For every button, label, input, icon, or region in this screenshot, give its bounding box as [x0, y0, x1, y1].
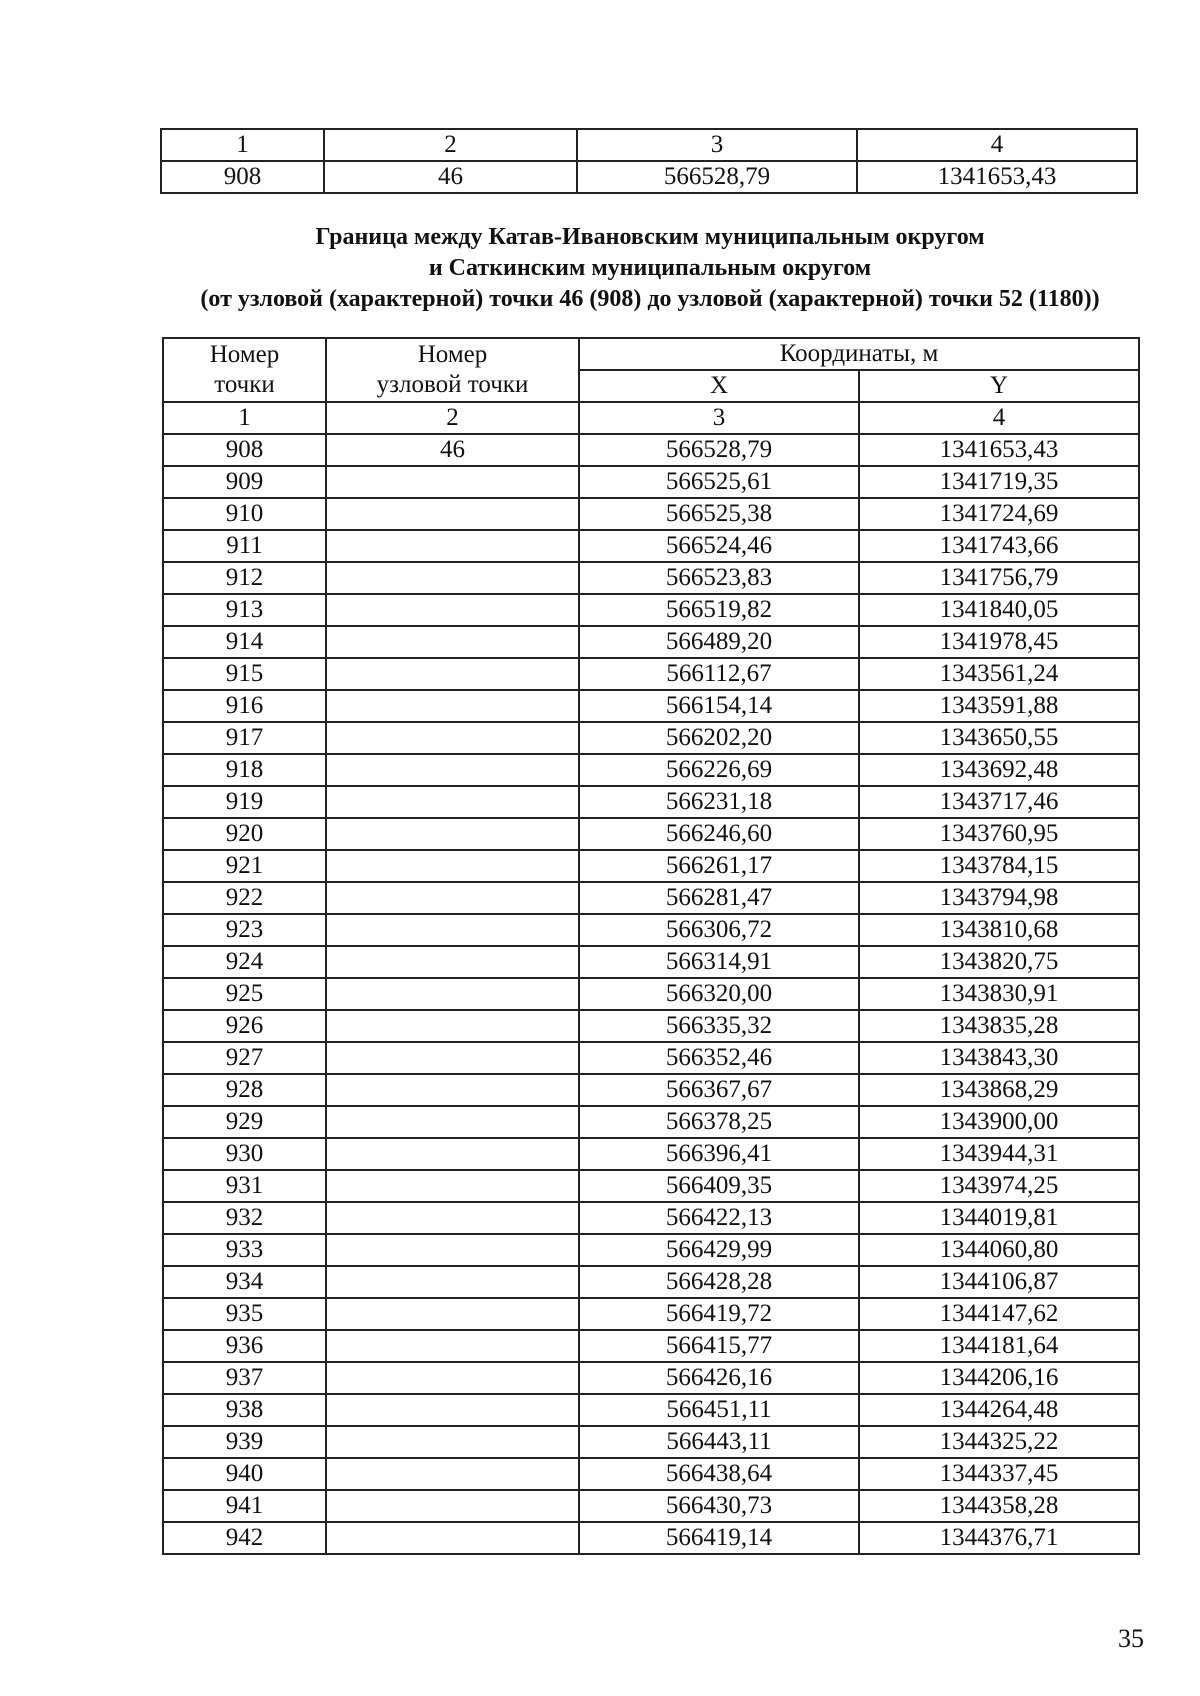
table-cell: 1343692,48 — [859, 754, 1139, 786]
table-cell: 2 — [326, 402, 579, 434]
table-cell — [326, 1234, 579, 1266]
table-cell: 1344106,87 — [859, 1266, 1139, 1298]
table-row — [163, 530, 1139, 562]
table-cell — [326, 1106, 579, 1138]
table-cell: 922 — [163, 882, 326, 914]
table-cell: 1343591,88 — [859, 690, 1139, 722]
table-cell: 1344358,28 — [859, 1490, 1139, 1522]
table-cell: 566528,79 — [577, 161, 857, 193]
header-x: X — [579, 370, 859, 402]
table-cell — [326, 882, 579, 914]
table-row — [163, 1202, 1139, 1234]
table-row — [163, 1394, 1139, 1426]
table-cell — [326, 1490, 579, 1522]
table-cell: 927 — [163, 1042, 326, 1074]
table-row — [163, 786, 1139, 818]
table-cell: 566306,72 — [579, 914, 859, 946]
table-cell — [326, 1458, 579, 1490]
table-cell: 1341978,45 — [859, 626, 1139, 658]
page-number: 35 — [1118, 1624, 1144, 1653]
table-cell: 566352,46 — [579, 1042, 859, 1074]
table-cell: 910 — [163, 498, 326, 530]
table-cell: 917 — [163, 722, 326, 754]
table-cell — [326, 594, 579, 626]
table-cell: 1341756,79 — [859, 562, 1139, 594]
table-cell — [326, 626, 579, 658]
header-text: точки — [214, 371, 275, 398]
table-cell: 566320,00 — [579, 978, 859, 1010]
table-cell — [326, 946, 579, 978]
table-row — [163, 1330, 1139, 1362]
table-cell: 1343835,28 — [859, 1010, 1139, 1042]
table-row — [163, 1426, 1139, 1458]
heading-line: и Саткинским муниципальным округом — [428, 255, 872, 281]
table-cell: 926 — [163, 1010, 326, 1042]
table-cell — [326, 1138, 579, 1170]
table-cell — [326, 722, 579, 754]
table-cell: 939 — [163, 1426, 326, 1458]
table-row — [163, 978, 1139, 1010]
table-cell: 925 — [163, 978, 326, 1010]
table-row — [163, 434, 1139, 466]
table-cell: 1341724,69 — [859, 498, 1139, 530]
table-cell: 566429,99 — [579, 1234, 859, 1266]
table-cell: 1344206,16 — [859, 1362, 1139, 1394]
table-cell: 1341653,43 — [857, 161, 1137, 193]
table-cell: 1343974,25 — [859, 1170, 1139, 1202]
table-row — [163, 914, 1139, 946]
table-cell: 1343794,98 — [859, 882, 1139, 914]
table-cell — [326, 562, 579, 594]
table-cell: 566451,11 — [579, 1394, 859, 1426]
table-cell — [326, 1426, 579, 1458]
table-cell: 566525,38 — [579, 498, 859, 530]
table-cell: 1344264,48 — [859, 1394, 1139, 1426]
header-row — [163, 338, 1139, 370]
table-cell: 2 — [324, 129, 577, 161]
table-row — [163, 466, 1139, 498]
table-cell — [326, 1298, 579, 1330]
table-cell: 566409,35 — [579, 1170, 859, 1202]
table-cell: 4 — [857, 129, 1137, 161]
table-cell: 566396,41 — [579, 1138, 859, 1170]
header-text: Номер — [417, 341, 488, 368]
table-cell: 913 — [163, 594, 326, 626]
table-row — [163, 658, 1139, 690]
table-cell — [326, 786, 579, 818]
table-cell: 1343944,31 — [859, 1138, 1139, 1170]
table-cell — [326, 658, 579, 690]
table-cell: 1343820,75 — [859, 946, 1139, 978]
table-numbering-row — [163, 402, 1139, 434]
table-cell — [326, 1042, 579, 1074]
table-cell: 566415,77 — [579, 1330, 859, 1362]
table-cell: 938 — [163, 1394, 326, 1426]
table-row — [163, 690, 1139, 722]
table-cell: 566519,82 — [579, 594, 859, 626]
table-cell: 1343561,24 — [859, 658, 1139, 690]
table-cell: 1344147,62 — [859, 1298, 1139, 1330]
table-cell: 1343760,95 — [859, 818, 1139, 850]
table-row — [163, 754, 1139, 786]
table-cell: 1343868,29 — [859, 1074, 1139, 1106]
table-cell: 1344019,81 — [859, 1202, 1139, 1234]
table-cell: 1343784,15 — [859, 850, 1139, 882]
table-cell — [326, 914, 579, 946]
table-cell — [326, 754, 579, 786]
table-row — [163, 498, 1139, 530]
table-cell — [326, 530, 579, 562]
table-cell: 931 — [163, 1170, 326, 1202]
table-cell: 566430,73 — [579, 1490, 859, 1522]
table-cell: 46 — [324, 161, 577, 193]
table-cell — [326, 850, 579, 882]
table-row — [163, 1298, 1139, 1330]
table-cell: 1341743,66 — [859, 530, 1139, 562]
table-cell — [326, 1074, 579, 1106]
table-cell: 566426,16 — [579, 1362, 859, 1394]
table-cell: 566525,61 — [579, 466, 859, 498]
table-cell: 1344325,22 — [859, 1426, 1139, 1458]
table-cell: 1341719,35 — [859, 466, 1139, 498]
table-cell: 940 — [163, 1458, 326, 1490]
table-cell: 566523,83 — [579, 562, 859, 594]
table-cell: 566231,18 — [579, 786, 859, 818]
table-cell — [326, 1266, 579, 1298]
table-row — [163, 594, 1139, 626]
table-cell: 46 — [326, 434, 579, 466]
table-cell: 566202,20 — [579, 722, 859, 754]
table-cell: 916 — [163, 690, 326, 722]
table-cell — [326, 1010, 579, 1042]
table-cell: 912 — [163, 562, 326, 594]
table-cell: 914 — [163, 626, 326, 658]
table-cell: 566226,69 — [579, 754, 859, 786]
table-cell: 930 — [163, 1138, 326, 1170]
coordinates-table — [162, 337, 1140, 1555]
table-row — [163, 946, 1139, 978]
table-cell — [326, 1522, 579, 1554]
table-cell — [326, 1330, 579, 1362]
table-numbering-row — [161, 129, 1137, 161]
table-cell: 1343717,46 — [859, 786, 1139, 818]
table-row — [163, 1170, 1139, 1202]
heading-line: (от узловой (характерной) точки 46 (908) до узловой (характерной) точки 52 (1180)) — [200, 286, 1100, 312]
table-body — [163, 434, 1139, 1554]
table-row — [163, 1074, 1139, 1106]
table-cell: 1341653,43 — [859, 434, 1139, 466]
table-cell: 1344376,71 — [859, 1522, 1139, 1554]
table-cell: 942 — [163, 1522, 326, 1554]
header-text: Номер — [209, 341, 280, 368]
table-cell: 566489,20 — [579, 626, 859, 658]
table-cell: 911 — [163, 530, 326, 562]
continuation-table — [160, 128, 1138, 194]
table-cell: 1343830,91 — [859, 978, 1139, 1010]
table-row — [163, 1042, 1139, 1074]
table-cell: 941 — [163, 1490, 326, 1522]
table-cell: 918 — [163, 754, 326, 786]
table-cell: 1344181,64 — [859, 1330, 1139, 1362]
table-cell: 4 — [859, 402, 1139, 434]
table-cell — [326, 1394, 579, 1426]
table-cell: 566246,60 — [579, 818, 859, 850]
table-row — [163, 722, 1139, 754]
table-cell: 566438,64 — [579, 1458, 859, 1490]
table-cell: 566419,72 — [579, 1298, 859, 1330]
table-row — [163, 1234, 1139, 1266]
table-row — [163, 1362, 1139, 1394]
section-heading — [140, 222, 1160, 315]
table-cell: 566378,25 — [579, 1106, 859, 1138]
table-row — [163, 818, 1139, 850]
table-cell — [326, 818, 579, 850]
table-row — [163, 562, 1139, 594]
table-cell — [326, 1362, 579, 1394]
table-cell: 566367,67 — [579, 1074, 859, 1106]
table-cell: 932 — [163, 1202, 326, 1234]
table-cell: 566428,28 — [579, 1266, 859, 1298]
table-cell: 929 — [163, 1106, 326, 1138]
table-row — [163, 1106, 1139, 1138]
table-cell: 3 — [577, 129, 857, 161]
table-cell — [326, 1202, 579, 1234]
table-row — [163, 1010, 1139, 1042]
table-row — [161, 161, 1137, 193]
table-row — [163, 882, 1139, 914]
table-cell: 566524,46 — [579, 530, 859, 562]
table-cell: 1343900,00 — [859, 1106, 1139, 1138]
table-cell: 566335,32 — [579, 1010, 859, 1042]
table-cell: 909 — [163, 466, 326, 498]
table-cell: 1344337,45 — [859, 1458, 1139, 1490]
table-cell: 566419,14 — [579, 1522, 859, 1554]
table-cell: 936 — [163, 1330, 326, 1362]
header-text: узловой точки — [376, 371, 529, 398]
table-cell: 915 — [163, 658, 326, 690]
table-cell: 1 — [161, 129, 324, 161]
table-cell: 566422,13 — [579, 1202, 859, 1234]
table-cell: 566528,79 — [579, 434, 859, 466]
table-cell — [326, 690, 579, 722]
table-row — [163, 626, 1139, 658]
table-cell: 921 — [163, 850, 326, 882]
table-row — [163, 1138, 1139, 1170]
table-cell: 908 — [163, 434, 326, 466]
table-cell: 566154,14 — [579, 690, 859, 722]
header-node-number — [326, 338, 579, 402]
table-cell: 923 — [163, 914, 326, 946]
table-row — [163, 1522, 1139, 1554]
table-row — [163, 1490, 1139, 1522]
table-cell — [326, 498, 579, 530]
table-cell: 1341840,05 — [859, 594, 1139, 626]
table-row — [163, 1266, 1139, 1298]
table-cell: 1344060,80 — [859, 1234, 1139, 1266]
table-cell: 566261,17 — [579, 850, 859, 882]
table-cell: 3 — [579, 402, 859, 434]
table-row — [163, 850, 1139, 882]
table-row — [163, 1458, 1139, 1490]
table-cell: 920 — [163, 818, 326, 850]
table-cell: 566443,11 — [579, 1426, 859, 1458]
header-point-number — [163, 338, 326, 402]
table-cell: 919 — [163, 786, 326, 818]
table-cell: 924 — [163, 946, 326, 978]
table-cell: 566281,47 — [579, 882, 859, 914]
table-cell: 566314,91 — [579, 946, 859, 978]
table-cell: 928 — [163, 1074, 326, 1106]
table-cell: 1 — [163, 402, 326, 434]
header-y: Y — [859, 370, 1139, 402]
header-coordinates: Координаты, м — [579, 338, 1139, 370]
table-cell — [326, 466, 579, 498]
heading-line: Граница между Катав-Ивановским муниципальным округом — [315, 224, 985, 250]
table-cell: 1343843,30 — [859, 1042, 1139, 1074]
table-cell: 566112,67 — [579, 658, 859, 690]
table-cell: 908 — [161, 161, 324, 193]
table-cell — [326, 978, 579, 1010]
table-cell — [326, 1170, 579, 1202]
table-cell: 933 — [163, 1234, 326, 1266]
table-cell: 1343650,55 — [859, 722, 1139, 754]
table-cell: 935 — [163, 1298, 326, 1330]
table-cell: 934 — [163, 1266, 326, 1298]
table-cell: 937 — [163, 1362, 326, 1394]
table-cell: 1343810,68 — [859, 914, 1139, 946]
